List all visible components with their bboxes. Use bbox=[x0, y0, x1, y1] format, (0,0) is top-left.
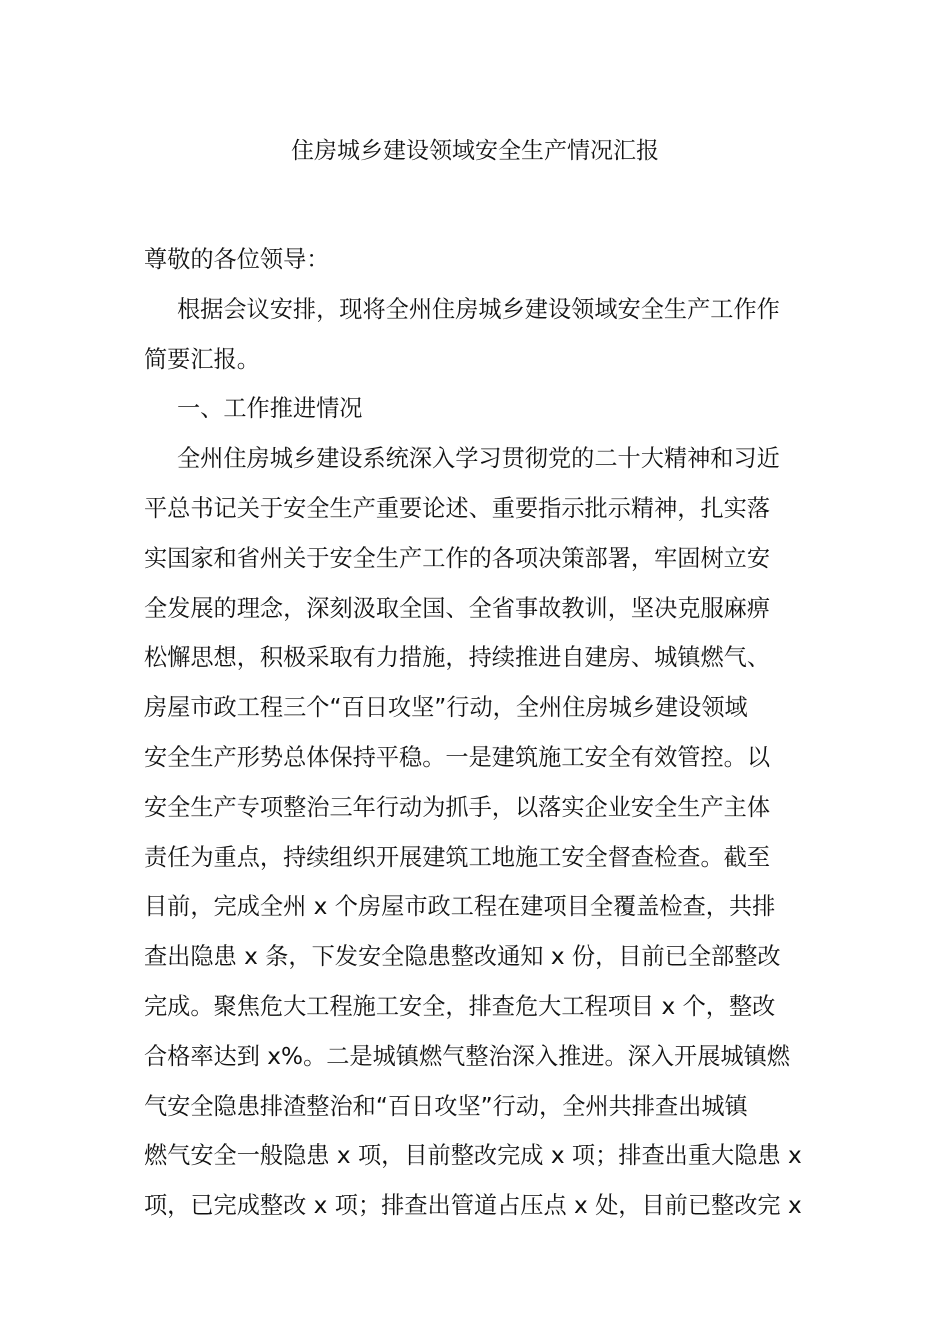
paragraph-line: 全发展的理念，深刻汲取全国、全省事故教训，坚决克服麻痹 bbox=[144, 594, 771, 622]
paragraph-line: 安全生产形势总体保持平稳。一是建筑施工安全有效管控。以 bbox=[144, 743, 771, 771]
salutation: 尊敬的各位领导： bbox=[144, 246, 330, 273]
paragraph-line: 目前，完成全州 x 个房屋市政工程在建项目全覆盖检查，共排 bbox=[144, 893, 776, 921]
paragraph-line: 房屋市政工程三个“百日攻坚”行动，全州住房城乡建设领域 bbox=[144, 694, 748, 722]
paragraph-line: 项，已完成整改 x 项；排查出管道占压点 x 处，目前已整改完 x bbox=[144, 1192, 802, 1220]
paragraph-line: 查出隐患 x 条，下发安全隐患整改通知 x 份，目前已全部整改 bbox=[144, 943, 781, 971]
paragraph-line: 安全生产专项整治三年行动为抓手，以落实企业安全生产主体 bbox=[144, 793, 771, 821]
document-title: 住房城乡建设领域安全生产情况汇报 bbox=[291, 138, 659, 164]
paragraph-line: 简要汇报。 bbox=[144, 345, 260, 373]
paragraph-line: 松懈思想，积极采取有力措施，持续推进自建房、城镇燃气、 bbox=[144, 644, 771, 672]
paragraph-line: 完成。聚焦危大工程施工安全，排查危大工程项目 x 个，整改 bbox=[144, 992, 776, 1020]
paragraph-line: 全州住房城乡建设系统深入学习贯彻党的二十大精神和习近 bbox=[177, 445, 780, 473]
paragraph-line: 燃气安全一般隐患 x 项，目前整改完成 x 项；排查出重大隐患 x bbox=[144, 1142, 802, 1170]
paragraph-line: 平总书记关于安全生产重要论述、重要指示批示精神，扎实落 bbox=[144, 494, 771, 522]
paragraph-line: 实国家和省州关于安全生产工作的各项决策部署，牢固树立安 bbox=[144, 544, 771, 572]
document-body bbox=[144, 235, 809, 1231]
paragraph-line: 气安全隐患排渣整治和“百日攻坚”行动，全州共排查出城镇 bbox=[144, 1092, 748, 1120]
paragraph-line: 合格率达到 x%。二是城镇燃气整治深入推进。深入开展城镇燃 bbox=[144, 1042, 790, 1070]
paragraph-line: 根据会议安排，现将全州住房城乡建设领域安全生产工作作 bbox=[177, 295, 780, 323]
section-heading: 一、工作推进情况 bbox=[177, 395, 363, 423]
paragraph-line: 责任为重点，持续组织开展建筑工地施工安全督查检查。截至 bbox=[144, 843, 771, 871]
